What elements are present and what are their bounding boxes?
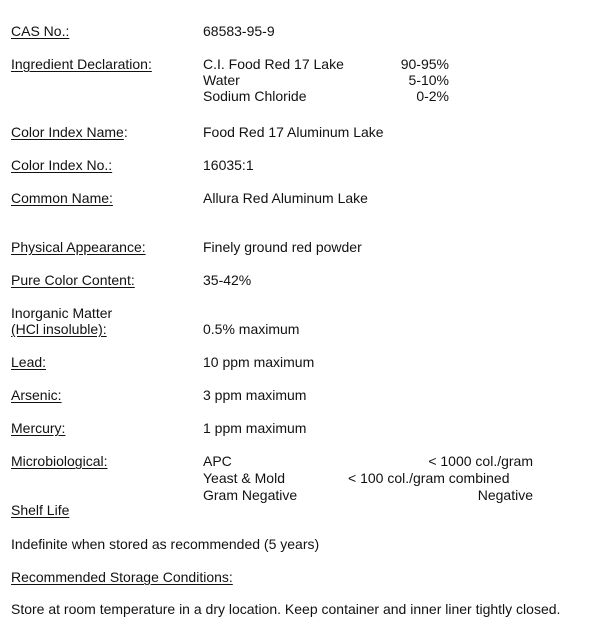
storage-conditions-heading: Recommended Storage Conditions: — [11, 569, 233, 585]
inorganic-matter-value: 0.5% maximum — [203, 321, 300, 337]
shelf-life-text: Indefinite when stored as recommended (5 years) — [11, 536, 320, 552]
ingredient-list — [203, 56, 449, 104]
microbiological-list — [203, 453, 533, 504]
mercury-label: Mercury: — [11, 420, 66, 436]
common-name-value: Allura Red Aluminum Lake — [203, 190, 368, 206]
color-index-no-label: Color Index No.: — [11, 157, 113, 173]
color-index-name-label-colon: : — [123, 124, 128, 140]
cas-value: 68583-95-9 — [203, 23, 275, 39]
mercury-value: 1 ppm maximum — [203, 420, 307, 436]
microbiological-test: Yeast & Mold — [203, 470, 285, 486]
ingredient-row — [203, 88, 449, 104]
color-index-name-label — [11, 124, 128, 140]
microbiological-test: APC — [203, 453, 232, 469]
arsenic-value: 3 ppm maximum — [203, 387, 307, 403]
physical-appearance-label: Physical Appearance: — [11, 239, 146, 255]
microbiological-label: Microbiological: — [11, 453, 108, 469]
ingredient-percent: 5-10% — [408, 72, 449, 88]
microbiological-limit: < 1000 col./gram — [428, 453, 533, 469]
arsenic-label: Arsenic: — [11, 387, 62, 403]
pure-color-content-value: 35-42% — [203, 272, 252, 288]
lead-value: 10 ppm maximum — [203, 354, 315, 370]
color-index-no-value: 16035:1 — [203, 157, 254, 173]
ingredient-name: Water — [203, 72, 240, 88]
color-index-name-value: Food Red 17 Aluminum Lake — [203, 124, 384, 140]
color-index-name-label-text: Color Index Name — [11, 124, 124, 140]
ingredient-row — [203, 56, 449, 72]
microbiological-row — [203, 470, 533, 487]
pure-color-content-label: Pure Color Content: — [11, 272, 135, 288]
common-name-label: Common Name: — [11, 190, 113, 206]
hcl-insoluble-label: (HCl insoluble): — [11, 321, 107, 337]
microbiological-test: Gram Negative — [203, 487, 298, 503]
ingredient-name: C.I. Food Red 17 Lake — [203, 56, 344, 72]
ingredient-percent: 0-2% — [416, 88, 449, 104]
shelf-life-heading: Shelf Life — [11, 502, 70, 518]
microbiological-row — [203, 487, 533, 504]
physical-appearance-value: Finely ground red powder — [203, 239, 362, 255]
ingredient-declaration-label: Ingredient Declaration: — [11, 56, 152, 72]
inorganic-matter-label: Inorganic Matter — [11, 305, 113, 321]
ingredient-row — [203, 72, 449, 88]
microbiological-limit: < 100 col./gram combined — [348, 470, 510, 486]
ingredient-name: Sodium Chloride — [203, 88, 307, 104]
lead-label: Lead: — [11, 354, 47, 370]
cas-label: CAS No.: — [11, 23, 70, 39]
storage-conditions-text: Store at room temperature in a dry location. Keep container and inner liner tightly closed. — [11, 601, 561, 617]
microbiological-row — [203, 453, 533, 470]
microbiological-limit: Negative — [477, 487, 533, 503]
ingredient-percent: 90-95% — [400, 56, 449, 72]
